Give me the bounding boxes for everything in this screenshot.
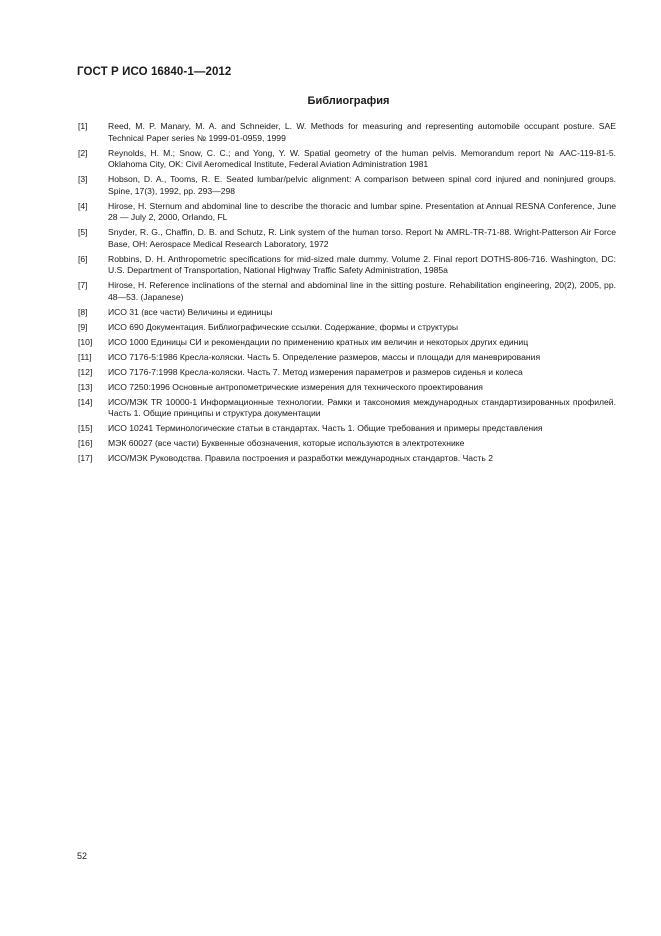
entry-text: Hobson, D. A., Tooms, R. E. Seated lumbar/pelvic alignment: A comparison between spinal cord injured and noninjured groups. Spine, 17(3), 1992, pp. 293—298 <box>108 174 616 196</box>
bibliography-entry <box>78 367 616 379</box>
entry-text: Reed, M. P. Manary, M. A. and Schneider, L. W. Methods for measuring and representing automobile occupant posture. SAE Technical Paper series № 1999-01-0959, 1999 <box>108 121 616 143</box>
bibliography-entry <box>78 453 616 465</box>
entry-text: Reynolds, H. M.; Snow, C. C.; and Yong, Y. W. Spatial geometry of the human pelvis. Memorandum report № AAC-119-81-5. Oklahoma City, OK: Civil Aeromedical Institute, Federal Aviation Administration 1981 <box>108 147 616 169</box>
bibliography-entry <box>78 121 616 144</box>
entry-text: Snyder, R. G., Chaffin, D. B. and Schutz, R. Link system of the human torso. Report № AMRL-TR-71-88. Wright-Patterson Air Force Base, OH: Aerospace Medical Research Laboratory, 1972 <box>108 227 616 249</box>
entry-text: ИСО 7176-7:1998 Кресла-коляски. Часть 7. Метод измерения параметров и размеров сиденья и колеса <box>108 366 523 377</box>
entry-text: ИСО/МЭК TR 10000-1 Информационные технологии. Рамки и таксономия международных стандартизированных профилей. Часть 1. Общие принципы и структура документации <box>108 396 616 418</box>
entry-number: [16] <box>78 438 93 448</box>
bibliography-entry <box>78 148 616 171</box>
entry-number: [8] <box>78 306 88 317</box>
bibliography-entry <box>78 423 616 435</box>
entry-text: ИСО 31 (все части) Величины и единицы <box>108 306 273 317</box>
bibliography-entry <box>78 174 616 197</box>
entry-number: [3] <box>78 174 88 184</box>
bibliography-entry <box>78 438 616 450</box>
bibliography-entry <box>78 352 616 364</box>
entry-number: [1] <box>78 121 88 131</box>
entry-text: Hirose, H. Sternum and abdominal line to describe the thoracic and lumbar spine. Presentation at Annual RESNA Conference, June 28 — July 2, 2000, Orlando, FL <box>108 200 616 222</box>
entry-text: Robbins, D. H. Anthropometric specifications for mid-sized male dummy. Volume 2. Final report DOTHS-806-716. Washington, DC: U.S. Department of Transportation, National Highway Traffic Safety Administration, 1985a <box>108 253 616 275</box>
entry-number: [12] <box>78 366 93 377</box>
bibliography-entry <box>78 337 616 349</box>
entry-text: ИСО/МЭК Руководства. Правила построения и разработки международных стандартов. Часть 2 <box>108 453 493 463</box>
entry-text: ИСО 7250:1996 Основные антропометрические измерения для технического проектирования <box>108 381 483 392</box>
entry-number: [6] <box>78 253 88 264</box>
entry-text: ИСО 1000 Единицы СИ и рекомендации по применению кратных им величин и некоторых других единиц <box>108 336 529 347</box>
bibliography-entry <box>78 382 616 394</box>
entry-number: [5] <box>78 227 88 237</box>
entry-number: [4] <box>78 200 88 211</box>
entry-number: [2] <box>78 147 88 158</box>
page-number: 52 <box>77 851 88 861</box>
bibliography-entry <box>78 397 616 420</box>
entry-number: [14] <box>78 396 93 407</box>
entry-number: [10] <box>78 336 93 347</box>
entry-text: МЭК 60027 (все части) Буквенные обозначения, которые используются в электротехнике <box>108 438 465 448</box>
bibliography-entry <box>78 307 616 319</box>
entry-number: [15] <box>78 423 93 433</box>
entry-number: [11] <box>78 351 92 362</box>
bibliography-entry <box>78 227 616 250</box>
entry-text: Hirose, H. Reference inclinations of the sternal and abdominal line in the sitting posture. Rehabilitation engineering, 20(2), 2005, pp. 48—53. (Japanese) <box>108 280 616 302</box>
bibliography-entry <box>78 322 616 334</box>
document-header: ГОСТ Р ИСО 16840-1—2012 <box>77 66 232 78</box>
bibliography-entry <box>78 254 616 277</box>
bibliography-title: Библиография <box>307 95 390 107</box>
bibliography-entry <box>78 201 616 224</box>
entry-number: [7] <box>78 280 88 290</box>
entry-text: ИСО 10241 Терминологические статьи в стандартах. Часть 1. Общие требования и примеры представления <box>108 423 543 433</box>
bibliography-entry <box>78 280 616 303</box>
entry-number: [13] <box>78 381 93 392</box>
entry-text: ИСО 690 Документация. Библиографические ссылки. Содержание, формы и структуры <box>108 321 459 332</box>
entry-text: ИСО 7176-5:1986 Кресла-коляски. Часть 5. Определение размеров, массы и площади для маневрирования <box>108 351 541 362</box>
entry-number: [9] <box>78 321 88 332</box>
bibliography-list <box>78 121 616 468</box>
entry-number: [17] <box>78 453 93 463</box>
